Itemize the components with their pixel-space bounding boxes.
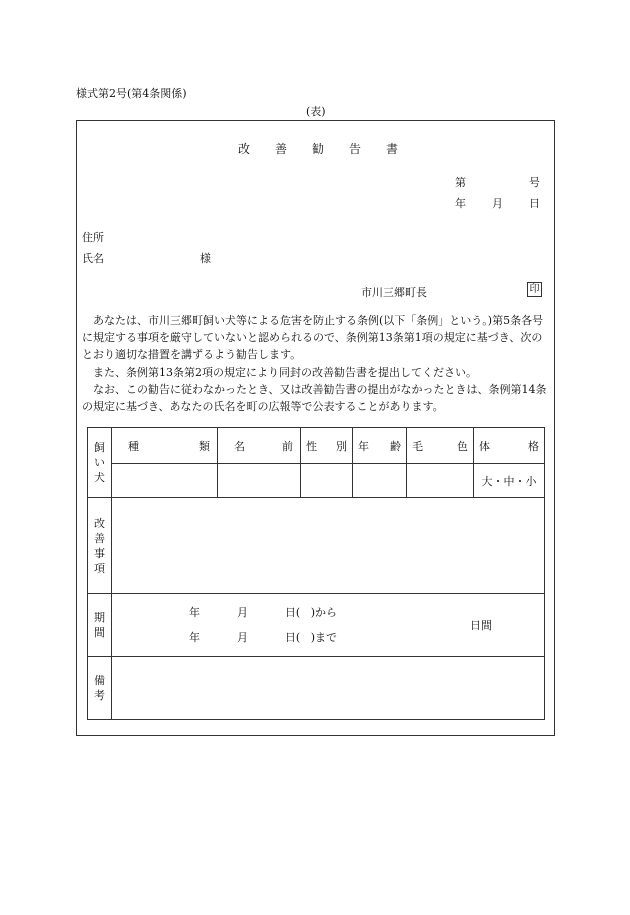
form-number: 様式第2号(第4条関係) (76, 87, 187, 100)
form-side-label: (表) (306, 105, 326, 118)
header-sex: 性 別 (301, 428, 353, 464)
period-from: 年 月 日( )から (189, 606, 337, 619)
size-options-cell[interactable]: 大・中・小 (474, 464, 545, 498)
days-label: 日間 (470, 619, 492, 632)
header-age: 年 齢 (353, 428, 407, 464)
address-label: 住所 (82, 231, 104, 244)
header-coat-color: 毛 色 (407, 428, 474, 464)
sex-value-cell[interactable] (301, 464, 353, 498)
name-label: 氏名 (82, 252, 104, 265)
document-number: 第 号 (455, 176, 540, 189)
issuer-name: 市川三郷町長 (361, 286, 427, 299)
remarks-cell[interactable] (112, 657, 545, 720)
header-build: 体 格 (474, 428, 545, 464)
name-value-cell[interactable] (218, 464, 301, 498)
improvement-items-cell[interactable] (112, 498, 545, 594)
dog-info-table (87, 427, 545, 720)
age-value-cell[interactable] (353, 464, 407, 498)
document-title: 改 善 勧 告 書 (238, 142, 398, 156)
body-paragraph-2: また、条例第13条第2項の規定により同封の改善勧告書を提出してください。 (93, 366, 477, 379)
remarks-label: 備 考 (88, 657, 112, 720)
period-to: 年 月 日( )まで (189, 631, 337, 644)
period-label: 期 間 (88, 594, 112, 657)
seal-mark: 印 (527, 282, 542, 297)
period-cell[interactable] (112, 594, 545, 657)
body-paragraph-3: なお、この勧告に従わなかったとき、又は改善勧告書の提出がなかったときは、条例第14条の規定に基づき、あなたの氏名を町の広報等で公表することがあります。 (82, 383, 547, 413)
header-breed: 種 類 (112, 428, 218, 464)
dog-row-label: 飼 い 犬 (88, 428, 112, 498)
honorific-sama: 様 (200, 252, 211, 265)
document-date: 年 月 日 (455, 197, 540, 210)
body-paragraph-1: あなたは、市川三郷町飼い犬等による危害を防止する条例(以下「条例」という。)第5条各号に規定する事項を厳守していないと認められるので、条例第13条第1項の規定に基づき、次のとおり適切な措置を講ずるよう勧告します。 (82, 314, 544, 361)
improvement-label: 改 善 事 項 (88, 498, 112, 594)
header-name: 名 前 (218, 428, 301, 464)
breed-value-cell[interactable] (112, 464, 218, 498)
coat-color-value-cell[interactable] (407, 464, 474, 498)
